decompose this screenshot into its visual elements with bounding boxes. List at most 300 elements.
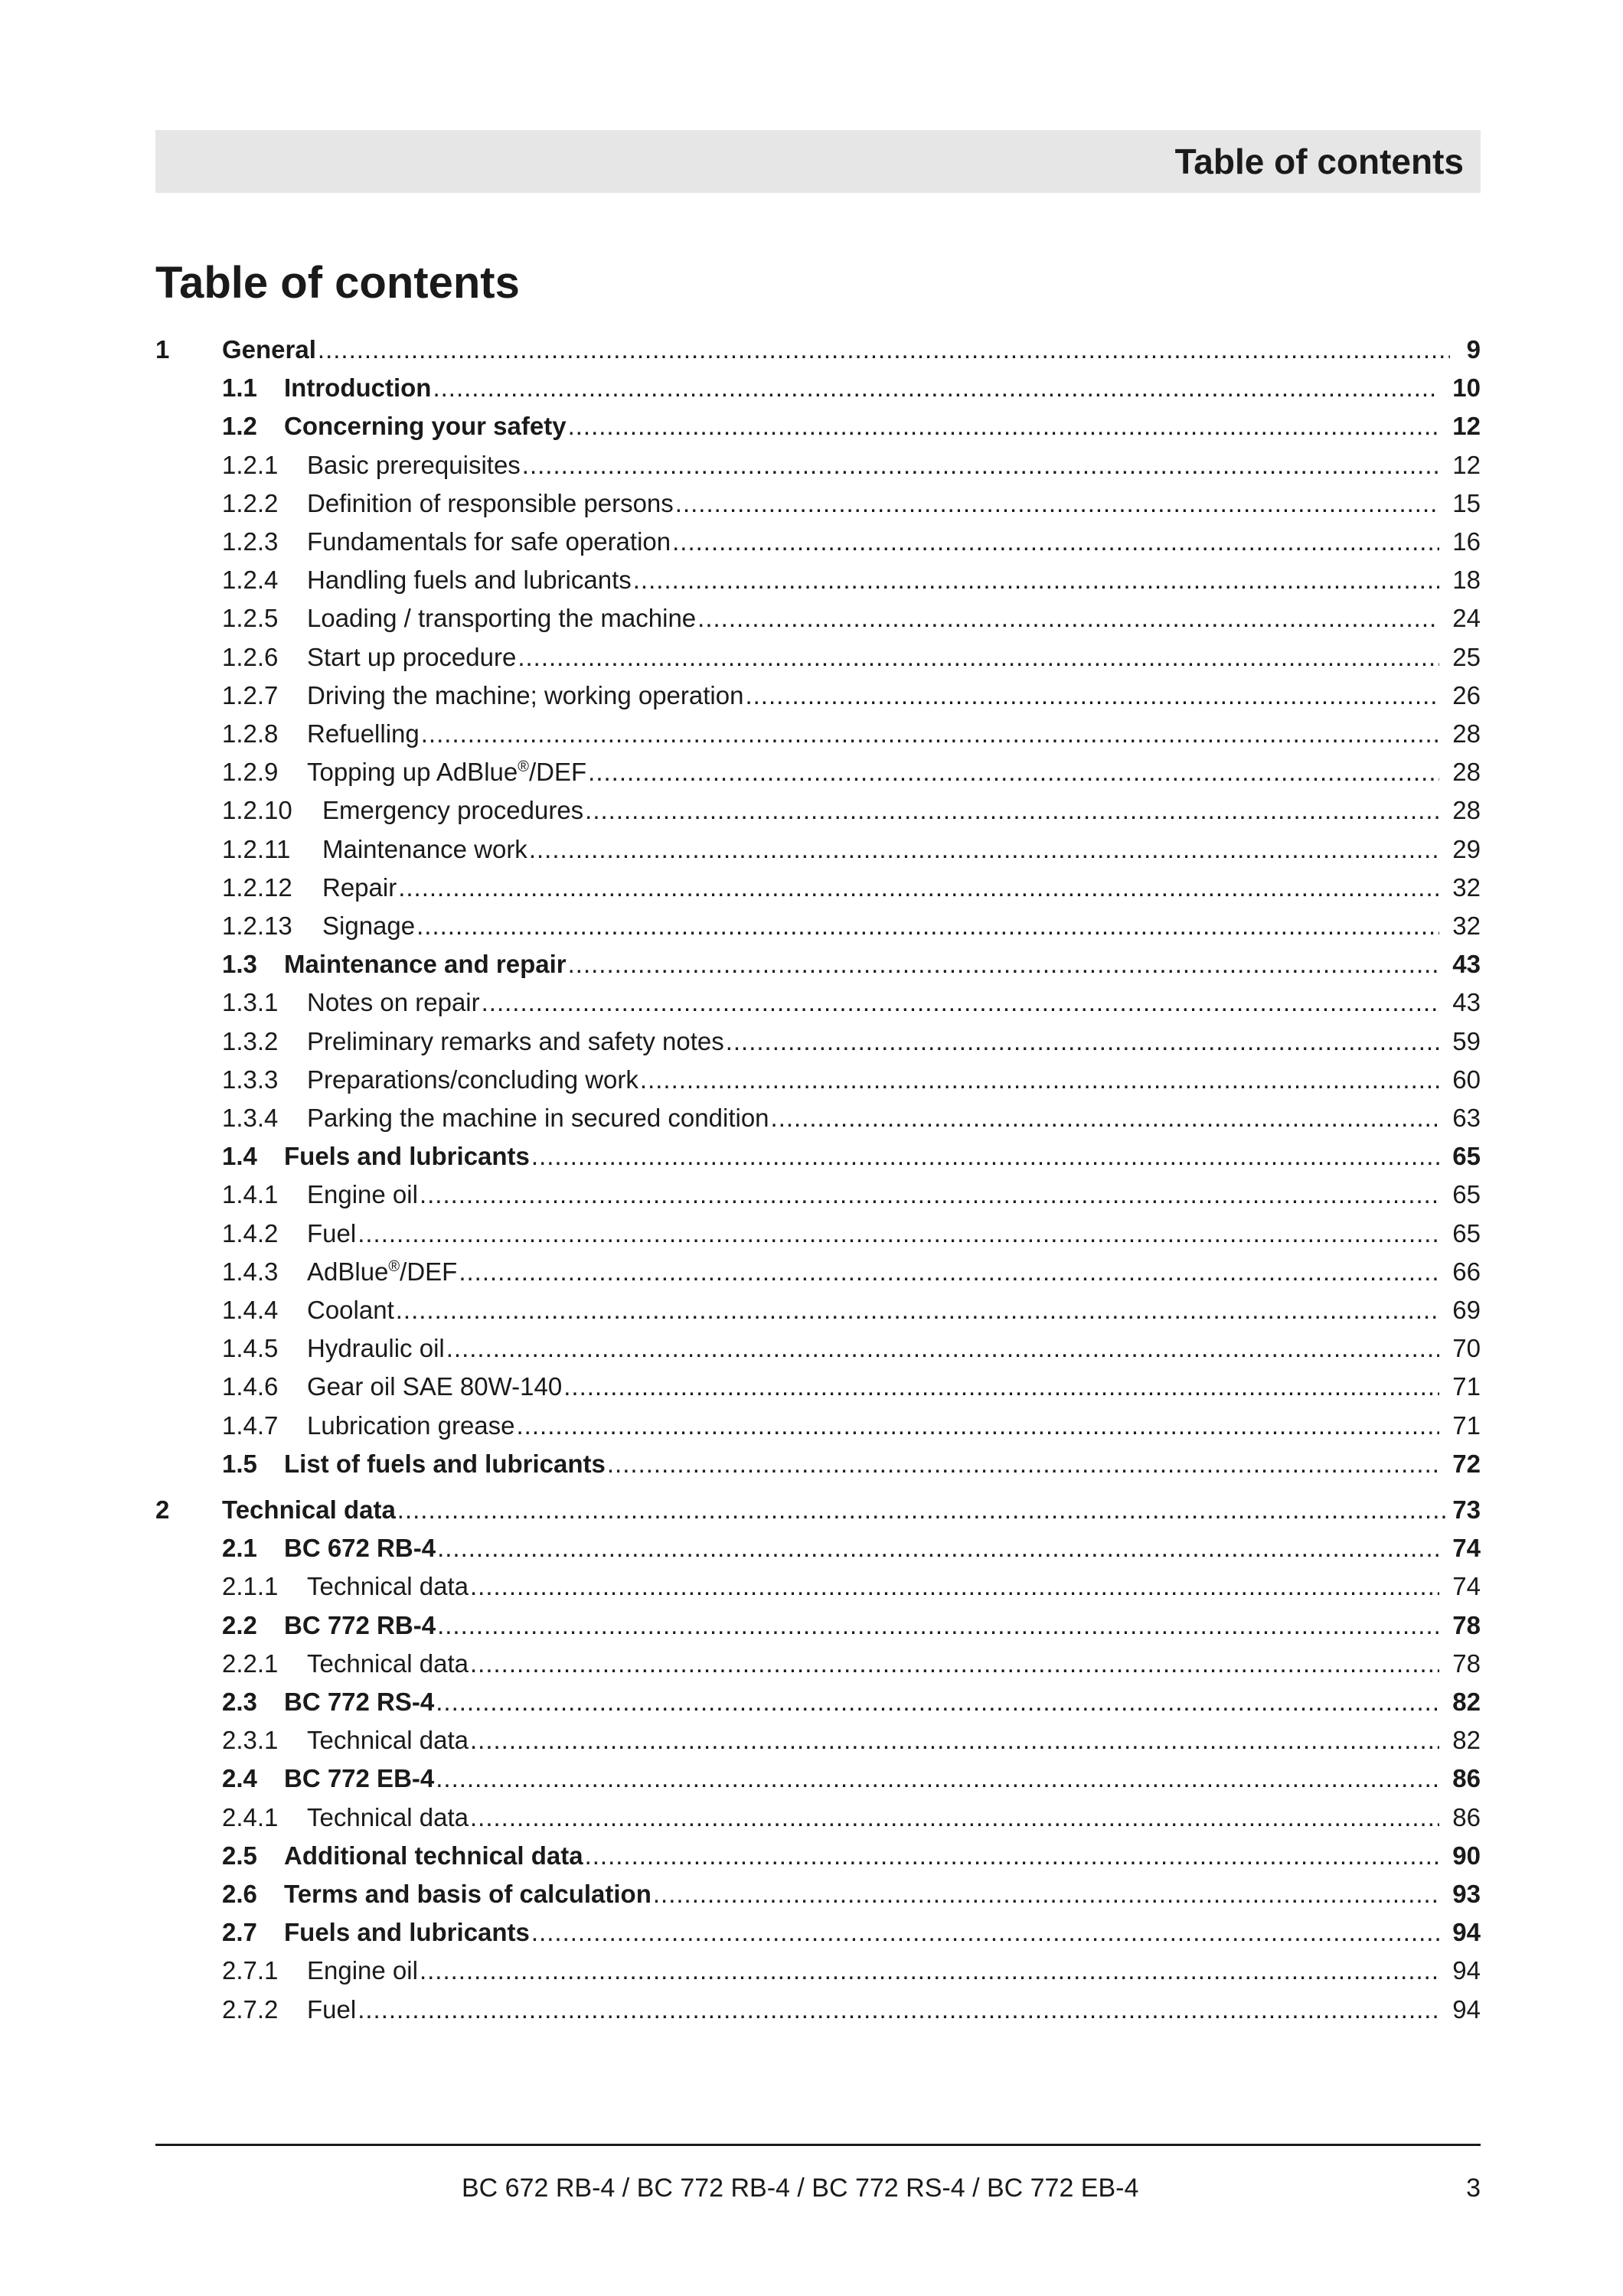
toc-entry-title <box>307 1408 515 1443</box>
toc-entry-number: 1.4.4 <box>222 1296 279 1324</box>
toc-entry[interactable] <box>0 678 1623 713</box>
toc-entry[interactable] <box>0 716 1623 752</box>
toc-entry-title <box>222 332 316 367</box>
toc-entry-number: 1.5 <box>222 1449 257 1478</box>
toc-entry-title-line <box>307 524 1439 559</box>
toc-entry-number: 2.5 <box>222 1841 257 1870</box>
toc-entry-title <box>307 716 420 752</box>
toc-entry[interactable] <box>0 1492 1623 1528</box>
toc-entry-title-line <box>307 678 1439 713</box>
toc-dot-leader <box>398 870 1439 905</box>
toc-entry[interactable] <box>0 448 1623 483</box>
toc-entry-title-line <box>307 1293 1439 1328</box>
toc-entry[interactable] <box>0 409 1623 444</box>
toc-dot-leader <box>531 1915 1439 1950</box>
toc-entry-title-line <box>307 1646 1439 1681</box>
toc-entry[interactable] <box>0 1684 1623 1720</box>
toc-entry-page-number: 86 <box>1452 1802 1481 1831</box>
toc-entry-title-text: Technical data <box>307 1802 469 1831</box>
toc-entry-title-text: Preparations/concluding work <box>307 1065 638 1094</box>
toc-entry-title-text: Definition of responsible persons <box>307 488 674 517</box>
toc-dot-leader <box>633 563 1439 598</box>
toc-entry-page-number: 74 <box>1452 1534 1481 1563</box>
toc-entry[interactable] <box>0 1293 1623 1328</box>
toc-entry-page-number: 94 <box>1452 1918 1481 1947</box>
toc-dot-leader <box>437 1608 1439 1643</box>
toc-entry-title <box>307 1800 469 1835</box>
toc-dot-leader <box>433 370 1439 406</box>
toc-entry-title <box>284 1531 436 1566</box>
toc-entry-page-number: 66 <box>1452 1257 1481 1286</box>
toc-dot-leader <box>771 1101 1439 1136</box>
toc-entry-title-line <box>307 716 1439 752</box>
toc-entry-number: 2.3.1 <box>222 1726 279 1755</box>
toc-entry[interactable] <box>0 1177 1623 1212</box>
toc-entry-title-text: List of fuels and lubricants <box>284 1449 606 1478</box>
toc-entry[interactable] <box>0 640 1623 675</box>
toc-dot-leader <box>397 1492 1450 1528</box>
toc-dot-leader <box>470 1569 1439 1604</box>
toc-entry-page-number: 43 <box>1452 988 1481 1017</box>
toc-entry-title-text: General <box>222 335 316 364</box>
toc-entry[interactable] <box>0 1608 1623 1643</box>
toc-entry[interactable] <box>0 370 1623 406</box>
toc-entry[interactable] <box>0 1569 1623 1604</box>
toc-dot-leader <box>568 947 1439 982</box>
toc-entry-title <box>307 1062 638 1097</box>
toc-dot-leader <box>470 1723 1439 1758</box>
toc-entry-title-line <box>307 1800 1439 1835</box>
toc-entry-title <box>322 832 527 867</box>
toc-dot-leader <box>585 1838 1439 1874</box>
toc-entry-title <box>284 1877 651 1912</box>
toc-entry-title-text: Fuels and lubricants <box>284 1918 530 1947</box>
toc-entry-title-line <box>307 1024 1439 1059</box>
toc-entry-title-line <box>307 486 1439 521</box>
toc-entry-title <box>322 908 415 944</box>
toc-entry[interactable] <box>0 1838 1623 1874</box>
toc-entry-page-number: 10 <box>1452 373 1481 403</box>
toc-entry-title-line <box>284 1838 1439 1874</box>
toc-entry[interactable] <box>0 332 1623 367</box>
toc-entry-title <box>307 1216 356 1251</box>
toc-entry-number: 2.7 <box>222 1918 257 1947</box>
toc-entry[interactable] <box>0 1101 1623 1136</box>
footer-divider <box>155 2144 1481 2146</box>
toc-entry-title <box>222 1492 396 1528</box>
toc-entry-page-number: 32 <box>1452 912 1481 940</box>
toc-entry-title-line <box>284 1608 1439 1643</box>
toc-entry-title-line <box>307 448 1439 483</box>
toc-entry-page-number: 73 <box>1452 1495 1481 1524</box>
toc-entry-number: 1.4.3 <box>222 1257 279 1286</box>
toc-dot-leader <box>563 1369 1439 1404</box>
toc-entry-title-line <box>307 1408 1439 1443</box>
page-title: Table of contents <box>155 258 520 308</box>
toc-entry-title-text: Lubrication grease <box>307 1411 515 1440</box>
toc-entry-page-number: 70 <box>1452 1334 1481 1363</box>
toc-entry-title-text: Engine oil <box>307 1956 418 1985</box>
toc-dot-leader <box>529 832 1439 867</box>
toc-entry-number: 1.3.4 <box>222 1104 279 1132</box>
toc-dot-leader <box>358 1992 1439 2027</box>
toc-entry[interactable] <box>0 486 1623 521</box>
toc-entry-title-text: Maintenance and repair <box>284 950 567 979</box>
toc-entry-title-line <box>307 985 1439 1020</box>
toc-entry-page-number: 28 <box>1452 758 1481 787</box>
toc-dot-leader <box>420 1177 1439 1212</box>
toc-entry-page-number: 90 <box>1452 1841 1481 1870</box>
toc-entry-page-number: 86 <box>1452 1764 1481 1793</box>
toc-entry-title-line <box>307 1369 1439 1404</box>
toc-entry-title <box>307 1569 469 1604</box>
toc-entry-title <box>284 1139 530 1174</box>
toc-entry-page-number: 78 <box>1452 1610 1481 1639</box>
toc-entry[interactable] <box>0 908 1623 944</box>
toc-entry-page-number: 15 <box>1452 488 1481 517</box>
toc-entry[interactable] <box>0 524 1623 559</box>
toc-entry-title <box>307 448 521 483</box>
toc-entry-title-line <box>307 1992 1439 2027</box>
toc-entry-title <box>307 1177 418 1212</box>
toc-entry-title-line <box>284 1446 1439 1482</box>
toc-entry-number: 2.4.1 <box>222 1802 279 1831</box>
header-title: Table of contents <box>1174 142 1464 181</box>
toc-entry-title-text: Driving the machine; working operation <box>307 680 744 709</box>
toc-entry[interactable] <box>0 1877 1623 1912</box>
toc-entry-number: 2.6 <box>222 1880 257 1908</box>
toc-entry[interactable] <box>0 793 1623 828</box>
toc-entry[interactable] <box>0 1216 1623 1251</box>
toc-dot-leader <box>421 716 1439 752</box>
toc-entry-number: 1.2.13 <box>222 912 292 940</box>
toc-entry[interactable] <box>0 1800 1623 1835</box>
toc-dot-leader <box>517 1408 1439 1443</box>
toc-entry-page-number: 29 <box>1452 834 1481 863</box>
toc-entry[interactable] <box>0 1953 1623 1988</box>
toc-entry[interactable] <box>0 1062 1623 1097</box>
toc-entry-title-text: Start up procedure <box>307 642 517 671</box>
toc-entry-page-number: 12 <box>1452 450 1481 479</box>
toc-entry-page-number: 71 <box>1452 1372 1481 1401</box>
toc-dot-leader <box>672 524 1439 559</box>
toc-entry-title-line <box>284 1531 1439 1566</box>
toc-entry[interactable] <box>0 1531 1623 1566</box>
toc-entry[interactable] <box>0 1915 1623 1950</box>
toc-entry-title-line <box>307 1331 1439 1366</box>
toc-dot-leader <box>745 678 1439 713</box>
toc-entry-number: 1.3.3 <box>222 1065 279 1094</box>
toc-entry-title-text: Additional technical data <box>284 1841 583 1870</box>
toc-dot-leader <box>585 793 1439 828</box>
toc-entry-page-number: 94 <box>1452 1994 1481 2024</box>
toc-entry-page-number: 69 <box>1452 1296 1481 1324</box>
toc-entry-page-number: 16 <box>1452 527 1481 556</box>
toc-entry[interactable] <box>0 1024 1623 1059</box>
toc-dot-leader <box>446 1331 1439 1366</box>
toc-entry-title <box>284 1684 434 1720</box>
toc-dot-leader <box>396 1293 1439 1328</box>
toc-entry-page-number: 28 <box>1452 796 1481 825</box>
toc-entry-title-line <box>307 601 1439 636</box>
toc-dot-leader <box>459 1254 1439 1290</box>
toc-entry-number: 2.3 <box>222 1688 257 1716</box>
toc-entry-title-text: Introduction <box>284 373 432 403</box>
toc-entry-title-line <box>322 870 1439 905</box>
toc-entry-page-number: 93 <box>1452 1880 1481 1908</box>
toc-entry-title-text: Basic prerequisites <box>307 450 521 479</box>
toc-entry-title-line <box>307 1569 1439 1604</box>
toc-entry[interactable] <box>0 1646 1623 1681</box>
registered-mark: ® <box>518 758 529 776</box>
toc-entry-title-line <box>284 1877 1439 1912</box>
toc-entry-page-number: 59 <box>1452 1026 1481 1055</box>
toc-entry-number: 1.2.11 <box>222 834 291 863</box>
toc-entry[interactable] <box>0 1408 1623 1443</box>
toc-entry-number: 1.2.2 <box>222 488 279 517</box>
toc-entry-title-text: Technical data <box>222 1495 396 1524</box>
registered-mark: ® <box>388 1257 400 1275</box>
toc-entry-title <box>307 755 586 790</box>
toc-entry-number: 1.2 <box>222 412 257 441</box>
footer-page-number: 3 <box>1466 2174 1481 2203</box>
toc-entry-title <box>322 870 397 905</box>
toc-dot-leader <box>416 908 1439 944</box>
toc-entry-number: 1.2.1 <box>222 450 279 479</box>
toc-dot-leader <box>653 1877 1439 1912</box>
toc-entry-title-text: BC 772 EB-4 <box>284 1764 435 1793</box>
toc-entry-page-number: 28 <box>1452 719 1481 748</box>
toc-entry[interactable] <box>0 1761 1623 1796</box>
toc-entry-title <box>284 1446 606 1482</box>
toc-entry-page-number: 25 <box>1452 642 1481 671</box>
toc-entry-title-text: Fundamentals for safe operation <box>307 527 671 556</box>
toc-entry-title-line <box>322 832 1439 867</box>
toc-entry-title-text: Notes on repair <box>307 988 480 1017</box>
toc-entry-title-text: BC 672 RB-4 <box>284 1534 436 1563</box>
toc-dot-leader <box>436 1684 1439 1720</box>
toc-entry-number: 2.7.1 <box>222 1956 279 1985</box>
toc-entry-number: 1.4.5 <box>222 1334 279 1363</box>
toc-entry-number: 1.2.4 <box>222 566 279 595</box>
toc-dot-leader <box>697 601 1439 636</box>
toc-entry-title-text: Engine oil <box>307 1180 418 1209</box>
toc-entry-title <box>284 947 567 982</box>
toc-entry-title-line <box>307 1101 1439 1136</box>
toc-dot-leader <box>568 409 1439 444</box>
toc-entry-page-number: 82 <box>1452 1726 1481 1755</box>
toc-entry[interactable] <box>0 1331 1623 1366</box>
toc-entry-number: 1.2.12 <box>222 872 292 902</box>
toc-entry-title-text: Topping up AdBlue <box>307 758 518 787</box>
toc-entry-page-number: 94 <box>1452 1956 1481 1985</box>
toc-entry-number: 1.4.6 <box>222 1372 279 1401</box>
toc-entry-title-line <box>307 1216 1439 1251</box>
toc-dot-leader <box>437 1531 1439 1566</box>
toc-entry-title-text: BC 772 RB-4 <box>284 1610 436 1639</box>
toc-entry-page-number: 65 <box>1452 1142 1481 1171</box>
footer-model-list: BC 672 RB-4 / BC 772 RB-4 / BC 772 RS-4 / BC 772 EB-4 <box>462 2174 1139 2203</box>
toc-entry-number: 1.1 <box>222 373 257 403</box>
toc-entry-title-line <box>322 793 1439 828</box>
toc-entry-title-text: Fuels and lubricants <box>284 1142 530 1171</box>
toc-entry-number: 1.4.2 <box>222 1218 279 1247</box>
toc-entry-number: 1.2.6 <box>222 642 279 671</box>
toc-entry-title-line <box>284 409 1439 444</box>
toc-entry-number: 1.2.9 <box>222 758 279 787</box>
toc-entry[interactable] <box>0 985 1623 1020</box>
toc-entry-number: 1.3 <box>222 950 257 979</box>
toc-entry-title <box>307 1293 394 1328</box>
toc-entry-page-number: 82 <box>1452 1688 1481 1716</box>
toc-entry-number: 1.2.7 <box>222 680 279 709</box>
toc-dot-leader <box>470 1646 1439 1681</box>
toc-entry-number: 1.2.8 <box>222 719 279 748</box>
toc-entry-title <box>307 1369 562 1404</box>
toc-entry[interactable] <box>0 755 1623 790</box>
toc-entry-number: 2.1.1 <box>222 1572 279 1601</box>
toc-dot-leader <box>588 755 1439 790</box>
toc-entry-title <box>284 1761 434 1796</box>
toc-entry-number: 1.4.7 <box>222 1411 279 1440</box>
toc-entry-title-suffix: /DEF <box>528 758 587 787</box>
toc-entry-title <box>307 1101 769 1136</box>
toc-entry-title-line <box>322 908 1439 944</box>
toc-entry[interactable] <box>0 1446 1623 1482</box>
toc-entry-title-text: Technical data <box>307 1649 469 1678</box>
toc-entry[interactable] <box>0 870 1623 905</box>
toc-entry-title-line <box>307 1177 1439 1212</box>
toc-entry-number: 2.4 <box>222 1764 257 1793</box>
toc-entry-title <box>322 793 583 828</box>
toc-entry-title-text: AdBlue <box>307 1257 389 1286</box>
toc-entry-title-line <box>307 1254 1439 1290</box>
toc-entry[interactable] <box>0 1254 1623 1290</box>
toc-dot-leader <box>675 486 1439 521</box>
toc-entry-number: 1.2.5 <box>222 604 279 633</box>
toc-entry-number: 1.2.10 <box>222 796 292 825</box>
toc-entry-title <box>307 1331 445 1366</box>
toc-entry-title <box>284 1838 583 1874</box>
toc-entry-title-text: Fuel <box>307 1218 357 1247</box>
toc-entry-page-number: 74 <box>1452 1572 1481 1601</box>
toc-entry-title <box>307 1024 724 1059</box>
toc-entry-page-number: 71 <box>1452 1411 1481 1440</box>
toc-entry-title <box>307 486 674 521</box>
toc-entry-number: 1 <box>155 335 170 364</box>
toc-entry-page-number: 63 <box>1452 1104 1481 1132</box>
toc-entry[interactable] <box>0 1139 1623 1174</box>
toc-dot-leader <box>482 985 1439 1020</box>
toc-entry-title <box>307 563 632 598</box>
toc-entry-title <box>284 370 431 406</box>
toc-entry-title <box>284 1608 436 1643</box>
toc-entry-number: 2.2.1 <box>222 1649 279 1678</box>
toc-entry-title-text: Hydraulic oil <box>307 1334 445 1363</box>
toc-entry[interactable] <box>0 1369 1623 1404</box>
toc-entry-title <box>307 524 671 559</box>
toc-entry-title-text: Terms and basis of calculation <box>284 1880 651 1908</box>
toc-entry-number: 2 <box>155 1495 170 1524</box>
toc-entry-title-text: Gear oil SAE 80W-140 <box>307 1372 563 1401</box>
toc-entry-number: 2.1 <box>222 1534 257 1563</box>
toc-entry-number: 1.2.3 <box>222 527 279 556</box>
toc-entry-page-number: 65 <box>1452 1218 1481 1247</box>
toc-entry-title <box>307 601 696 636</box>
toc-entry-page-number: 78 <box>1452 1649 1481 1678</box>
toc-entry-title-text: Preliminary remarks and safety notes <box>307 1026 724 1055</box>
toc-entry-number: 2.2 <box>222 1610 257 1639</box>
toc-entry-title <box>307 1254 457 1290</box>
toc-dot-leader <box>607 1446 1439 1482</box>
toc-entry-title-line <box>307 563 1439 598</box>
toc-entry-title-line <box>307 640 1439 675</box>
toc-entry-title-line <box>307 1953 1439 1988</box>
toc-entry-title <box>307 1646 469 1681</box>
toc-entry[interactable] <box>0 601 1623 636</box>
toc-entry-page-number: 24 <box>1452 604 1481 633</box>
toc-entry-page-number: 32 <box>1452 872 1481 902</box>
toc-entry-number: 1.3.1 <box>222 988 279 1017</box>
toc-entry-title-line <box>284 947 1439 982</box>
toc-entry-page-number: 26 <box>1452 680 1481 709</box>
toc-dot-leader <box>518 640 1439 675</box>
toc-entry-title <box>307 678 743 713</box>
toc-dot-leader <box>318 332 1450 367</box>
toc-entry-title <box>307 1992 356 2027</box>
toc-entry-title-text: Parking the machine in secured condition <box>307 1104 769 1132</box>
toc-entry-page-number: 12 <box>1452 412 1481 441</box>
toc-entry-title-line <box>284 1139 1439 1174</box>
toc-entry-title-text: Concerning your safety <box>284 412 567 441</box>
toc-entry-page-number: 9 <box>1466 335 1481 364</box>
toc-entry[interactable] <box>0 1723 1623 1758</box>
toc-entry[interactable] <box>0 832 1623 867</box>
toc-entry-title <box>307 985 480 1020</box>
toc-entry-title-line <box>284 1915 1439 1950</box>
toc-entry-title-text: Handling fuels and lubricants <box>307 566 632 595</box>
toc-entry-page-number: 18 <box>1452 566 1481 595</box>
toc-entry-title-line <box>222 1492 1450 1528</box>
toc-entry-page-number: 60 <box>1452 1065 1481 1094</box>
toc-entry-title-text: Technical data <box>307 1726 469 1755</box>
toc-dot-leader <box>420 1953 1439 1988</box>
toc-dot-leader <box>726 1024 1439 1059</box>
toc-entry-title <box>307 640 516 675</box>
toc-entry-page-number: 43 <box>1452 950 1481 979</box>
toc-entry[interactable] <box>0 1992 1623 2027</box>
toc-entry-page-number: 65 <box>1452 1180 1481 1209</box>
toc-dot-leader <box>522 448 1439 483</box>
toc-entry-title-line <box>307 755 1439 790</box>
toc-entry-title <box>284 409 567 444</box>
toc-entry-title-line <box>284 1684 1439 1720</box>
toc-entry[interactable] <box>0 563 1623 598</box>
toc-entry-title-line <box>284 1761 1439 1796</box>
toc-entry-title-text: Signage <box>322 912 416 940</box>
toc-entry-title-line <box>307 1062 1439 1097</box>
toc-dot-leader <box>470 1800 1439 1835</box>
toc-entry-title-text: Coolant <box>307 1296 394 1324</box>
toc-entry[interactable] <box>0 947 1623 982</box>
toc-entry-title <box>307 1953 418 1988</box>
toc-entry-title-line <box>284 370 1439 406</box>
toc-entry-title <box>307 1723 469 1758</box>
toc-entry-title-line <box>222 332 1450 367</box>
toc-entry-page-number: 72 <box>1452 1449 1481 1478</box>
toc-entry-title <box>284 1915 530 1950</box>
toc-entry-title-line <box>307 1723 1439 1758</box>
